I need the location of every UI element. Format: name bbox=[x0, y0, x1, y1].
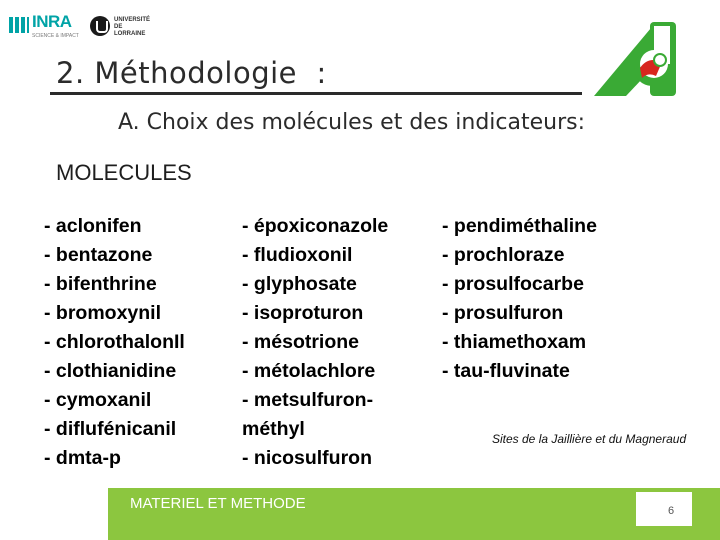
list-item: - bentazone bbox=[44, 244, 153, 266]
inra-logo bbox=[8, 12, 79, 44]
section-title: MOLECULES bbox=[56, 160, 192, 185]
list-item: - diflufénicanil bbox=[44, 418, 177, 440]
list-item: - nicosulfuron bbox=[242, 447, 372, 469]
title-underline bbox=[50, 92, 582, 95]
list-item: méthyl bbox=[242, 418, 305, 440]
list-item: - chlorothalonIl bbox=[44, 331, 185, 353]
universite-lorraine-logo bbox=[90, 14, 150, 42]
list-item: - metsulfuron- bbox=[242, 389, 374, 411]
list-item: - isoproturon bbox=[242, 302, 364, 324]
universite-emblem-icon bbox=[90, 16, 110, 36]
molecule-column-2 bbox=[242, 212, 388, 473]
a-emblem-logo bbox=[590, 16, 682, 98]
list-item: - cymoxanil bbox=[44, 389, 152, 411]
list-item: - thiamethoxam bbox=[442, 331, 587, 353]
list-item: - mésotrione bbox=[242, 331, 360, 353]
list-item: - bifenthrine bbox=[44, 273, 157, 295]
list-item: - époxiconazole bbox=[242, 215, 389, 237]
page-title: 2. Méthodologie : bbox=[56, 56, 327, 90]
inra-mark-icon bbox=[8, 14, 30, 36]
page-number: 6 bbox=[668, 505, 675, 517]
molecule-column-1 bbox=[44, 212, 185, 473]
molecule-column-3 bbox=[442, 212, 597, 386]
page-number-box bbox=[636, 492, 692, 526]
list-item: - fludioxonil bbox=[242, 244, 353, 266]
sites-note: Sites de la Jaillière et du Magneraud bbox=[492, 432, 687, 446]
list-item: - tau-fluvinate bbox=[442, 360, 570, 382]
list-item: - prosulfocarbe bbox=[442, 273, 584, 295]
page-subtitle: A. Choix des molécules et des indicateurs: bbox=[118, 110, 586, 135]
list-item: - glyphosate bbox=[242, 273, 357, 295]
inra-logo-text: INRA bbox=[32, 12, 72, 31]
universite-logo-text: UNIVERSITÉ DE LORRAINE bbox=[114, 17, 151, 37]
list-item: - prochloraze bbox=[442, 244, 565, 266]
list-item: - pendiméthaline bbox=[442, 215, 597, 237]
list-item: - aclonifen bbox=[44, 215, 142, 237]
list-item: - prosulfuron bbox=[442, 302, 564, 324]
list-item: - métolachlore bbox=[242, 360, 376, 382]
inra-logo-tagline: SCIENCE & IMPACT bbox=[32, 33, 79, 39]
list-item: - bromoxynil bbox=[44, 302, 162, 324]
footer-label: MATERIEL ET METHODE bbox=[130, 495, 306, 512]
list-item: - clothianidine bbox=[44, 360, 177, 382]
list-item: - dmta-p bbox=[44, 447, 121, 469]
